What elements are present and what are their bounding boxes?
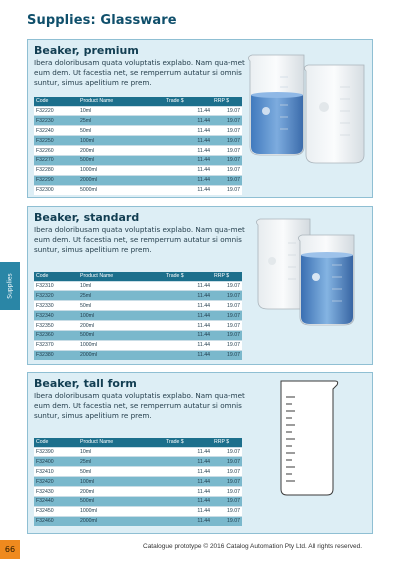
col-trade-header: Trade $ bbox=[164, 272, 212, 281]
cell-rrp: 19.07 bbox=[212, 155, 242, 165]
product-table bbox=[34, 272, 242, 360]
table-row bbox=[34, 516, 242, 526]
cell-code: F32230 bbox=[34, 116, 78, 126]
product-description: Ibera doloribusam quata voluptatis explabo. Nam qua-met eum dem. Ut facestia net, se remperrum autatur si omnis suntur, simus apelitium re prem. bbox=[34, 58, 245, 87]
cell-rrp: 19.07 bbox=[212, 146, 242, 156]
col-code-header: Code bbox=[34, 438, 78, 447]
cell-trade: 11.44 bbox=[164, 291, 212, 301]
cell-name: 200ml bbox=[78, 146, 164, 156]
cell-name: 5000ml bbox=[78, 185, 164, 195]
cell-trade: 11.44 bbox=[164, 136, 212, 146]
table-row bbox=[34, 146, 242, 156]
cell-rrp: 19.07 bbox=[212, 106, 242, 116]
col-name-header: Product Name bbox=[78, 97, 164, 106]
cell-rrp: 19.07 bbox=[212, 311, 242, 321]
cell-trade: 11.44 bbox=[164, 321, 212, 331]
table-row bbox=[34, 457, 242, 467]
cell-rrp: 19.07 bbox=[212, 116, 242, 126]
cell-code: F32340 bbox=[34, 311, 78, 321]
cell-trade: 11.44 bbox=[164, 175, 212, 185]
cell-code: F32270 bbox=[34, 155, 78, 165]
cell-code: F32420 bbox=[34, 477, 78, 487]
cell-trade: 11.44 bbox=[164, 106, 212, 116]
cell-name: 200ml bbox=[78, 321, 164, 331]
cell-trade: 11.44 bbox=[164, 281, 212, 291]
cell-rrp: 19.07 bbox=[212, 487, 242, 497]
cell-rrp: 19.07 bbox=[212, 340, 242, 350]
cell-code: F32290 bbox=[34, 175, 78, 185]
beaker-tall-form-icon bbox=[273, 377, 343, 499]
product-description: Ibera doloribusam quata voluptatis explabo. Nam qua-met eum dem. Ut facestia net, se remperrum autatur si omnis suntur, simus apelitium re prem. bbox=[34, 225, 245, 254]
cell-name: 1000ml bbox=[78, 165, 164, 175]
table-row bbox=[34, 106, 242, 116]
cell-name: 1000ml bbox=[78, 506, 164, 516]
table-row bbox=[34, 330, 242, 340]
product-title: Beaker, premium bbox=[34, 44, 139, 57]
cell-code: F32360 bbox=[34, 330, 78, 340]
col-trade-header: Trade $ bbox=[164, 438, 212, 447]
cell-rrp: 19.07 bbox=[212, 185, 242, 195]
cell-code: F32430 bbox=[34, 487, 78, 497]
cell-name: 25ml bbox=[78, 291, 164, 301]
cell-rrp: 19.07 bbox=[212, 467, 242, 477]
product-table bbox=[34, 438, 242, 526]
cell-code: F32370 bbox=[34, 340, 78, 350]
cell-code: F32330 bbox=[34, 301, 78, 311]
beaker-shape-tall bbox=[281, 381, 338, 495]
cell-code: F32220 bbox=[34, 106, 78, 116]
table-header-row bbox=[34, 272, 242, 281]
beaker-premium-icon bbox=[244, 47, 374, 165]
page-title: Supplies: Glassware bbox=[27, 13, 177, 28]
cell-rrp: 19.07 bbox=[212, 516, 242, 526]
cell-trade: 11.44 bbox=[164, 301, 212, 311]
cell-rrp: 19.07 bbox=[212, 301, 242, 311]
cell-rrp: 19.07 bbox=[212, 496, 242, 506]
cell-rrp: 19.07 bbox=[212, 457, 242, 467]
cell-trade: 11.44 bbox=[164, 506, 212, 516]
cell-name: 50ml bbox=[78, 301, 164, 311]
product-panel-standard bbox=[27, 206, 373, 365]
cell-code: F32280 bbox=[34, 165, 78, 175]
cell-name: 100ml bbox=[78, 311, 164, 321]
cell-rrp: 19.07 bbox=[212, 321, 242, 331]
table-row bbox=[34, 126, 242, 136]
cell-name: 100ml bbox=[78, 136, 164, 146]
beaker-shape-right bbox=[304, 65, 364, 163]
product-panel-tall-form bbox=[27, 372, 373, 534]
beaker-shape-left bbox=[248, 55, 304, 155]
footer-copyright: Catalogue prototype © 2016 Catalog Automation Pty Ltd. All rights reserved. bbox=[143, 543, 363, 550]
cell-code: F32400 bbox=[34, 457, 78, 467]
table-row bbox=[34, 340, 242, 350]
section-tab-label: Supplies bbox=[6, 273, 14, 299]
cell-code: F32460 bbox=[34, 516, 78, 526]
table-row bbox=[34, 175, 242, 185]
cell-rrp: 19.07 bbox=[212, 447, 242, 457]
beaker-shape-front bbox=[298, 235, 354, 325]
cell-rrp: 19.07 bbox=[212, 165, 242, 175]
cell-name: 500ml bbox=[78, 155, 164, 165]
col-code-header: Code bbox=[34, 272, 78, 281]
cell-trade: 11.44 bbox=[164, 496, 212, 506]
cell-rrp: 19.07 bbox=[212, 330, 242, 340]
cell-trade: 11.44 bbox=[164, 126, 212, 136]
cell-trade: 11.44 bbox=[164, 340, 212, 350]
cell-code: F32250 bbox=[34, 136, 78, 146]
col-rrp-header: RRP $ bbox=[212, 272, 242, 281]
table-row bbox=[34, 311, 242, 321]
cell-trade: 11.44 bbox=[164, 457, 212, 467]
cell-rrp: 19.07 bbox=[212, 175, 242, 185]
table-row bbox=[34, 467, 242, 477]
table-row bbox=[34, 496, 242, 506]
cell-name: 10ml bbox=[78, 281, 164, 291]
cell-name: 100ml bbox=[78, 477, 164, 487]
cell-trade: 11.44 bbox=[164, 155, 212, 165]
product-table bbox=[34, 97, 242, 195]
table-row bbox=[34, 281, 242, 291]
cell-trade: 11.44 bbox=[164, 467, 212, 477]
table-row bbox=[34, 321, 242, 331]
cell-trade: 11.44 bbox=[164, 165, 212, 175]
cell-name: 2000ml bbox=[78, 350, 164, 360]
table-row bbox=[34, 350, 242, 360]
cell-name: 500ml bbox=[78, 330, 164, 340]
table-row bbox=[34, 165, 242, 175]
table-row bbox=[34, 185, 242, 195]
cell-trade: 11.44 bbox=[164, 311, 212, 321]
cell-trade: 11.44 bbox=[164, 116, 212, 126]
page-number: 66 bbox=[0, 540, 20, 559]
cell-rrp: 19.07 bbox=[212, 291, 242, 301]
col-trade-header: Trade $ bbox=[164, 97, 212, 106]
table-row bbox=[34, 291, 242, 301]
cell-code: F32440 bbox=[34, 496, 78, 506]
product-title: Beaker, tall form bbox=[34, 377, 137, 390]
table-row bbox=[34, 116, 242, 126]
product-panel-premium bbox=[27, 39, 373, 198]
table-row bbox=[34, 487, 242, 497]
table-header-row bbox=[34, 97, 242, 106]
table-row bbox=[34, 506, 242, 516]
col-name-header: Product Name bbox=[78, 272, 164, 281]
cell-trade: 11.44 bbox=[164, 350, 212, 360]
cell-name: 10ml bbox=[78, 106, 164, 116]
product-description: Ibera doloribusam quata voluptatis explabo. Nam qua-met eum dem. Ut facestia net, se remperrum autatur si omnis suntur, simus apelitium re prem. bbox=[34, 391, 245, 420]
cell-name: 2000ml bbox=[78, 516, 164, 526]
cell-trade: 11.44 bbox=[164, 447, 212, 457]
cell-code: F32410 bbox=[34, 467, 78, 477]
table-row bbox=[34, 301, 242, 311]
cell-trade: 11.44 bbox=[164, 487, 212, 497]
cell-name: 50ml bbox=[78, 467, 164, 477]
col-name-header: Product Name bbox=[78, 438, 164, 447]
cell-rrp: 19.07 bbox=[212, 281, 242, 291]
cell-code: F32380 bbox=[34, 350, 78, 360]
cell-trade: 11.44 bbox=[164, 516, 212, 526]
cell-code: F32450 bbox=[34, 506, 78, 516]
cell-code: F32310 bbox=[34, 281, 78, 291]
cell-trade: 11.44 bbox=[164, 330, 212, 340]
cell-name: 50ml bbox=[78, 126, 164, 136]
col-code-header: Code bbox=[34, 97, 78, 106]
table-header-row bbox=[34, 438, 242, 447]
table-row bbox=[34, 155, 242, 165]
cell-rrp: 19.07 bbox=[212, 136, 242, 146]
cell-name: 200ml bbox=[78, 487, 164, 497]
cell-code: F32260 bbox=[34, 146, 78, 156]
cell-code: F32320 bbox=[34, 291, 78, 301]
table-row bbox=[34, 447, 242, 457]
cell-rrp: 19.07 bbox=[212, 350, 242, 360]
cell-trade: 11.44 bbox=[164, 146, 212, 156]
col-rrp-header: RRP $ bbox=[212, 97, 242, 106]
section-tab[interactable] bbox=[0, 262, 20, 310]
table-row bbox=[34, 477, 242, 487]
cell-rrp: 19.07 bbox=[212, 126, 242, 136]
cell-code: F32390 bbox=[34, 447, 78, 457]
cell-code: F32350 bbox=[34, 321, 78, 331]
beaker-standard-icon bbox=[254, 213, 364, 328]
cell-trade: 11.44 bbox=[164, 185, 212, 195]
cell-name: 2000ml bbox=[78, 175, 164, 185]
cell-rrp: 19.07 bbox=[212, 506, 242, 516]
cell-name: 500ml bbox=[78, 496, 164, 506]
cell-name: 25ml bbox=[78, 457, 164, 467]
cell-code: F32240 bbox=[34, 126, 78, 136]
col-rrp-header: RRP $ bbox=[212, 438, 242, 447]
cell-name: 10ml bbox=[78, 447, 164, 457]
cell-name: 1000ml bbox=[78, 340, 164, 350]
cell-trade: 11.44 bbox=[164, 477, 212, 487]
cell-name: 25ml bbox=[78, 116, 164, 126]
cell-rrp: 19.07 bbox=[212, 477, 242, 487]
cell-code: F32300 bbox=[34, 185, 78, 195]
product-title: Beaker, standard bbox=[34, 211, 140, 224]
table-row bbox=[34, 136, 242, 146]
